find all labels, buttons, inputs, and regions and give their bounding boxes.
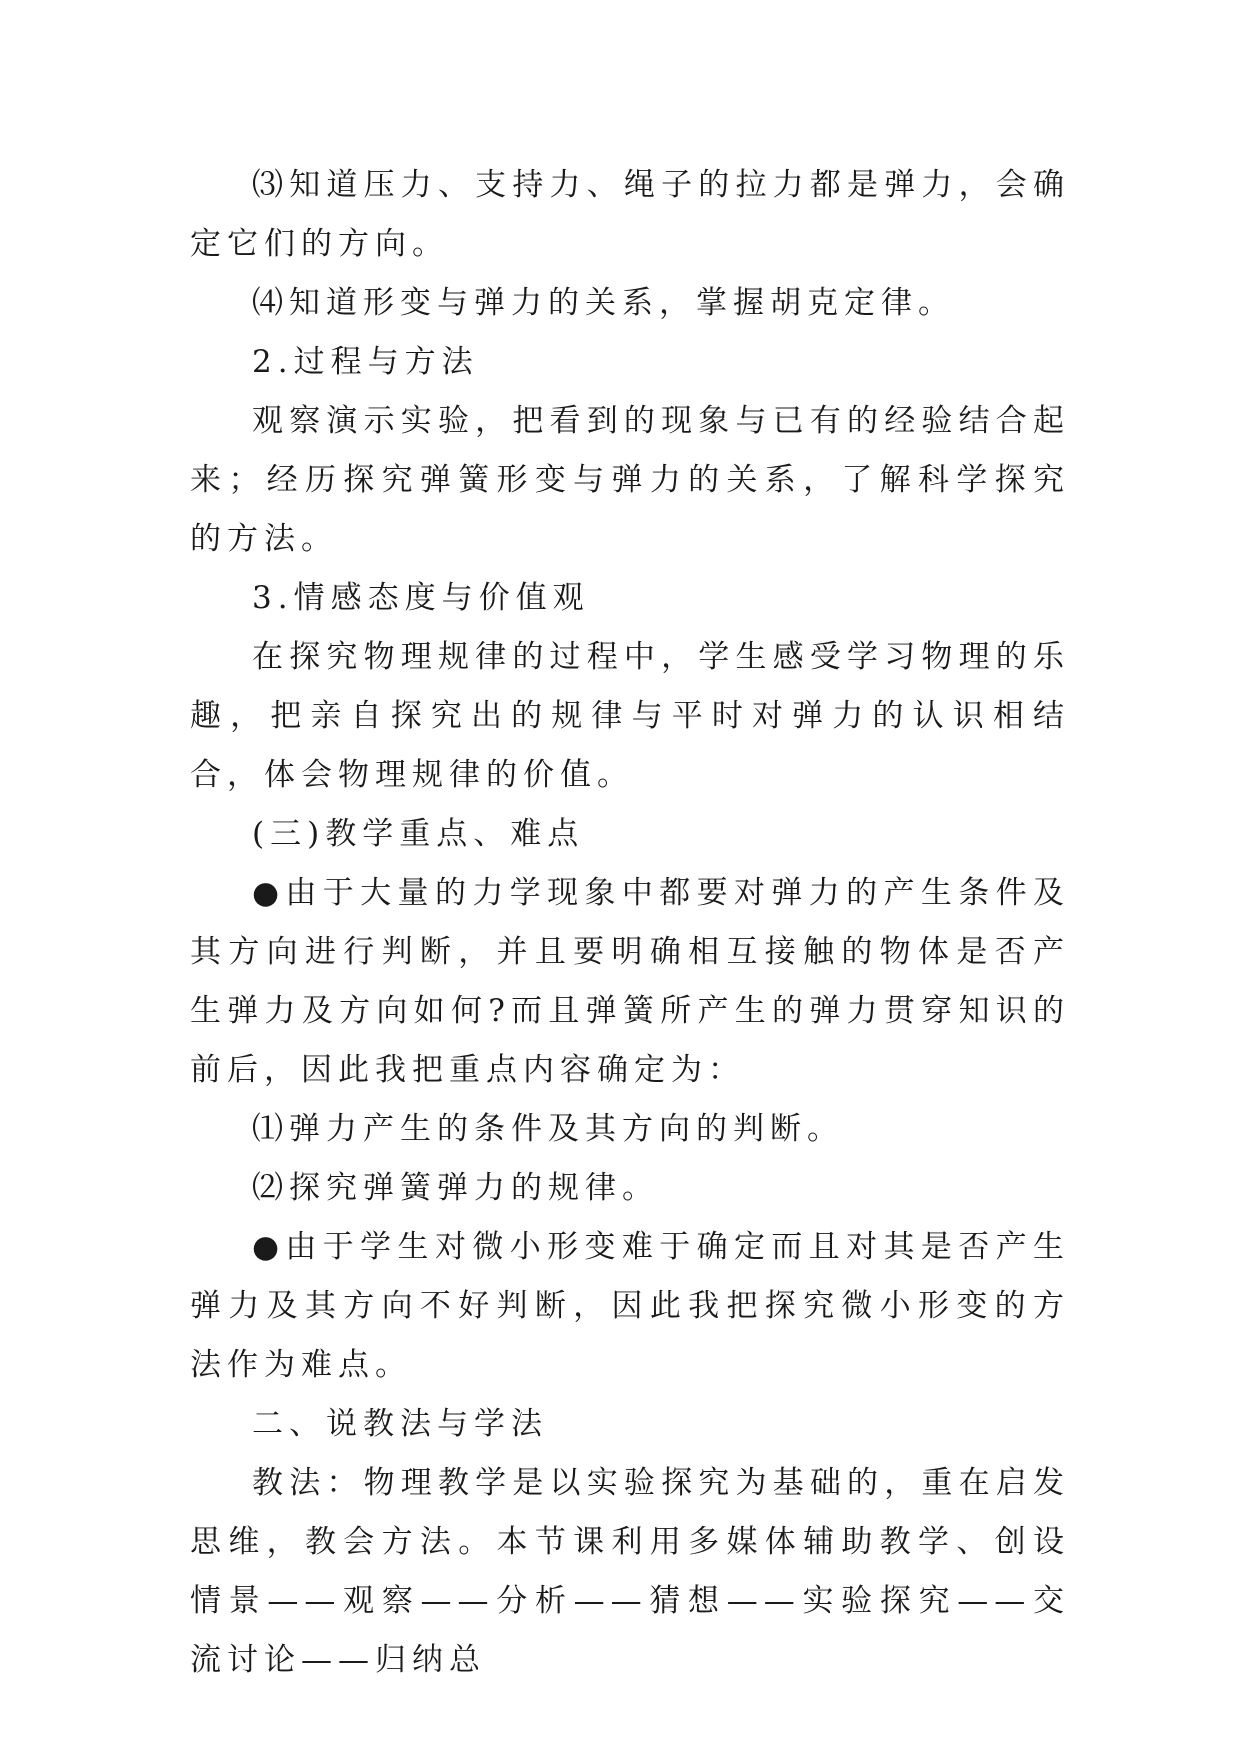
heading-key-difficult-points: (三)教学重点、难点	[252, 816, 585, 852]
heading-emotion-values: 3.情感态度与价值观	[252, 580, 590, 616]
list-item-key-point-1: ⑴弹力产生的条件及其方向的判断。	[252, 1111, 844, 1147]
list-item-key-point-2: ⑵探究弹簧弹力的规律。	[252, 1170, 659, 1206]
paragraph-difficult-points: ●由于学生对微小形变难于确定而且对其是否产生弹力及其方向不好判断，因此我把探究微小形变的方法作为难点。	[190, 1229, 1070, 1383]
paragraph-objective-4: ⑷知道形变与弹力的关系，掌握胡克定律。	[252, 285, 955, 321]
heading-process-methods: 2.过程与方法	[252, 344, 479, 380]
paragraph-process-methods: 观察演示实验，把看到的现象与已有的经验结合起来；经历探究弹簧形变与弹力的关系，了解科学探究的方法。	[190, 403, 1070, 557]
heading-teaching-methods: 二、说教法与学法	[252, 1406, 548, 1442]
document-body	[190, 156, 1070, 1690]
paragraph-objective-3: ⑶知道压力、支持力、绳子的拉力都是弹力，会确定它们的方向。	[190, 167, 1070, 262]
paragraph-emotion-values: 在探究物理规律的过程中，学生感受学习物理的乐趣，把亲自探究出的规律与平时对弹力的认识相结合，体会物理规律的价值。	[190, 639, 1070, 793]
paragraph-key-points: ●由于大量的力学现象中都要对弹力的产生条件及其方向进行判断，并且要明确相互接触的物体是否产生弹力及方向如何?而且弹簧所产生的弹力贯穿知识的前后，因此我把重点内容确定为：	[190, 875, 1070, 1088]
paragraph-teaching-methods: 教法：物理教学是以实验探究为基础的，重在启发思维，教会方法。本节课利用多媒体辅助教学、创设情景——观察——分析——猜想——实验探究——交流讨论——归纳总	[190, 1465, 1070, 1678]
